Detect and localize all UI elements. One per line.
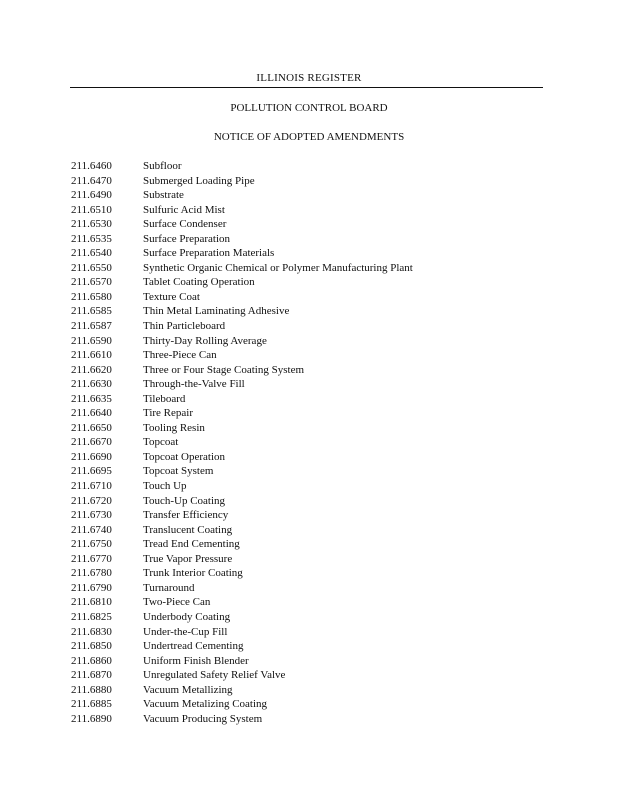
section-term: Uniform Finish Blender bbox=[143, 654, 249, 667]
section-row bbox=[71, 566, 413, 581]
section-term: Vacuum Metallizing bbox=[143, 683, 233, 696]
section-number: 211.6830 bbox=[71, 625, 112, 638]
section-term: Three or Four Stage Coating System bbox=[143, 363, 305, 376]
section-term: Translucent Coating bbox=[143, 523, 233, 536]
section-row bbox=[71, 275, 413, 290]
section-number: 211.6587 bbox=[71, 320, 112, 333]
section-number: 211.6850 bbox=[71, 640, 112, 653]
section-row bbox=[71, 523, 413, 538]
section-number: 211.6630 bbox=[71, 378, 112, 391]
section-number: 211.6635 bbox=[71, 392, 112, 405]
section-row bbox=[71, 188, 413, 203]
section-row bbox=[71, 363, 413, 378]
section-number: 211.6590 bbox=[71, 334, 112, 347]
section-row bbox=[71, 203, 413, 218]
section-number: 211.6570 bbox=[71, 276, 112, 289]
section-number: 211.6690 bbox=[71, 450, 112, 463]
section-number: 211.6540 bbox=[71, 247, 112, 260]
section-row bbox=[71, 668, 413, 683]
section-row bbox=[71, 450, 413, 465]
section-term: Thin Particleboard bbox=[143, 320, 226, 333]
section-number: 211.6740 bbox=[71, 523, 112, 536]
section-term: Through-the-Valve Fill bbox=[143, 378, 245, 391]
section-number: 211.6640 bbox=[71, 407, 112, 420]
section-number: 211.6620 bbox=[71, 363, 112, 376]
section-term: Underbody Coating bbox=[143, 610, 231, 623]
section-number: 211.6610 bbox=[71, 349, 112, 362]
section-number: 211.6650 bbox=[71, 421, 112, 434]
section-term: Substrate bbox=[143, 189, 184, 202]
section-term: Thirty-Day Rolling Average bbox=[143, 334, 267, 347]
section-number: 211.6780 bbox=[71, 567, 112, 580]
section-term: Surface Condenser bbox=[143, 218, 227, 231]
section-term: Turnaround bbox=[143, 581, 195, 594]
section-number: 211.6880 bbox=[71, 683, 112, 696]
section-term: Undertread Cementing bbox=[143, 640, 244, 653]
section-row bbox=[71, 494, 413, 509]
section-term: Tire Repair bbox=[143, 407, 194, 420]
section-number: 211.6790 bbox=[71, 581, 112, 594]
section-row bbox=[71, 174, 413, 189]
section-row bbox=[71, 246, 413, 261]
section-term: Thin Metal Laminating Adhesive bbox=[143, 305, 290, 318]
section-row bbox=[71, 464, 413, 479]
section-term: Submerged Loading Pipe bbox=[143, 174, 255, 187]
section-row bbox=[71, 232, 413, 247]
section-number: 211.6710 bbox=[71, 480, 112, 493]
section-row bbox=[71, 654, 413, 669]
section-number: 211.6730 bbox=[71, 509, 112, 522]
section-number: 211.6810 bbox=[71, 596, 112, 609]
section-row bbox=[71, 319, 413, 334]
section-term: True Vapor Pressure bbox=[143, 552, 233, 565]
section-number: 211.6670 bbox=[71, 436, 112, 449]
section-row bbox=[71, 348, 413, 363]
section-term: Tileboard bbox=[143, 392, 186, 405]
header-rule bbox=[70, 87, 543, 88]
section-row bbox=[71, 435, 413, 450]
section-row bbox=[71, 261, 413, 276]
section-row bbox=[71, 595, 413, 610]
section-term: Sulfuric Acid Mist bbox=[143, 203, 225, 216]
section-term: Under-the-Cup Fill bbox=[143, 625, 228, 638]
section-number: 211.6530 bbox=[71, 218, 112, 231]
section-row bbox=[71, 537, 413, 552]
section-term: Topcoat Operation bbox=[143, 450, 226, 463]
section-term: Touch-Up Coating bbox=[143, 494, 226, 507]
section-term: Touch Up bbox=[143, 480, 187, 493]
section-row bbox=[71, 421, 413, 436]
section-row bbox=[71, 581, 413, 596]
section-number: 211.6550 bbox=[71, 261, 112, 274]
section-term: Tooling Resin bbox=[143, 421, 205, 434]
section-row bbox=[71, 625, 413, 640]
section-row bbox=[71, 712, 413, 727]
section-term: Surface Preparation bbox=[143, 232, 231, 245]
section-list bbox=[71, 159, 413, 726]
section-row bbox=[71, 159, 413, 174]
section-term: Unregulated Safety Relief Valve bbox=[143, 669, 286, 682]
section-number: 211.6750 bbox=[71, 538, 112, 551]
section-term: Topcoat System bbox=[143, 465, 214, 478]
section-term: Topcoat bbox=[143, 436, 179, 449]
section-row bbox=[71, 377, 413, 392]
section-number: 211.6695 bbox=[71, 465, 112, 478]
section-term: Vacuum Producing System bbox=[143, 712, 263, 725]
section-row bbox=[71, 406, 413, 421]
section-number: 211.6460 bbox=[71, 160, 112, 172]
section-row bbox=[71, 508, 413, 523]
section-number: 211.6580 bbox=[71, 290, 112, 303]
section-term: Two-Piece Can bbox=[143, 596, 211, 609]
section-row bbox=[71, 217, 413, 232]
section-term: Tablet Coating Operation bbox=[143, 276, 255, 289]
section-number: 211.6870 bbox=[71, 669, 112, 682]
section-number: 211.6470 bbox=[71, 174, 112, 187]
section-number: 211.6510 bbox=[71, 203, 112, 216]
section-row bbox=[71, 697, 413, 712]
section-row bbox=[71, 639, 413, 654]
section-number: 211.6490 bbox=[71, 189, 112, 202]
section-term: Surface Preparation Materials bbox=[143, 247, 275, 260]
section-row bbox=[71, 290, 413, 305]
section-term: Transfer Efficiency bbox=[143, 509, 229, 522]
section-row bbox=[71, 334, 413, 349]
board-name: POLLUTION CONTROL BOARD bbox=[230, 102, 388, 114]
section-term: Tread End Cementing bbox=[143, 538, 240, 551]
section-term: Texture Coat bbox=[143, 290, 200, 303]
section-row bbox=[71, 304, 413, 319]
section-row bbox=[71, 392, 413, 407]
section-term: Subfloor bbox=[143, 160, 182, 172]
register-title: ILLINOIS REGISTER bbox=[256, 72, 362, 84]
section-number: 211.6885 bbox=[71, 698, 112, 711]
section-number: 211.6770 bbox=[71, 552, 112, 565]
section-row bbox=[71, 479, 413, 494]
section-row bbox=[71, 610, 413, 625]
section-number: 211.6720 bbox=[71, 494, 112, 507]
section-number: 211.6860 bbox=[71, 654, 112, 667]
notice-heading: NOTICE OF ADOPTED AMENDMENTS bbox=[213, 131, 405, 143]
section-term: Trunk Interior Coating bbox=[143, 567, 243, 580]
section-number: 211.6825 bbox=[71, 610, 112, 623]
section-term: Three-Piece Can bbox=[143, 349, 217, 362]
section-number: 211.6535 bbox=[71, 232, 112, 245]
section-number: 211.6890 bbox=[71, 712, 112, 725]
section-term: Vacuum Metalizing Coating bbox=[143, 698, 268, 711]
section-row bbox=[71, 683, 413, 698]
section-row bbox=[71, 552, 413, 567]
section-number: 211.6585 bbox=[71, 305, 112, 318]
section-term: Synthetic Organic Chemical or Polymer Manufacturing Plant bbox=[143, 261, 413, 274]
